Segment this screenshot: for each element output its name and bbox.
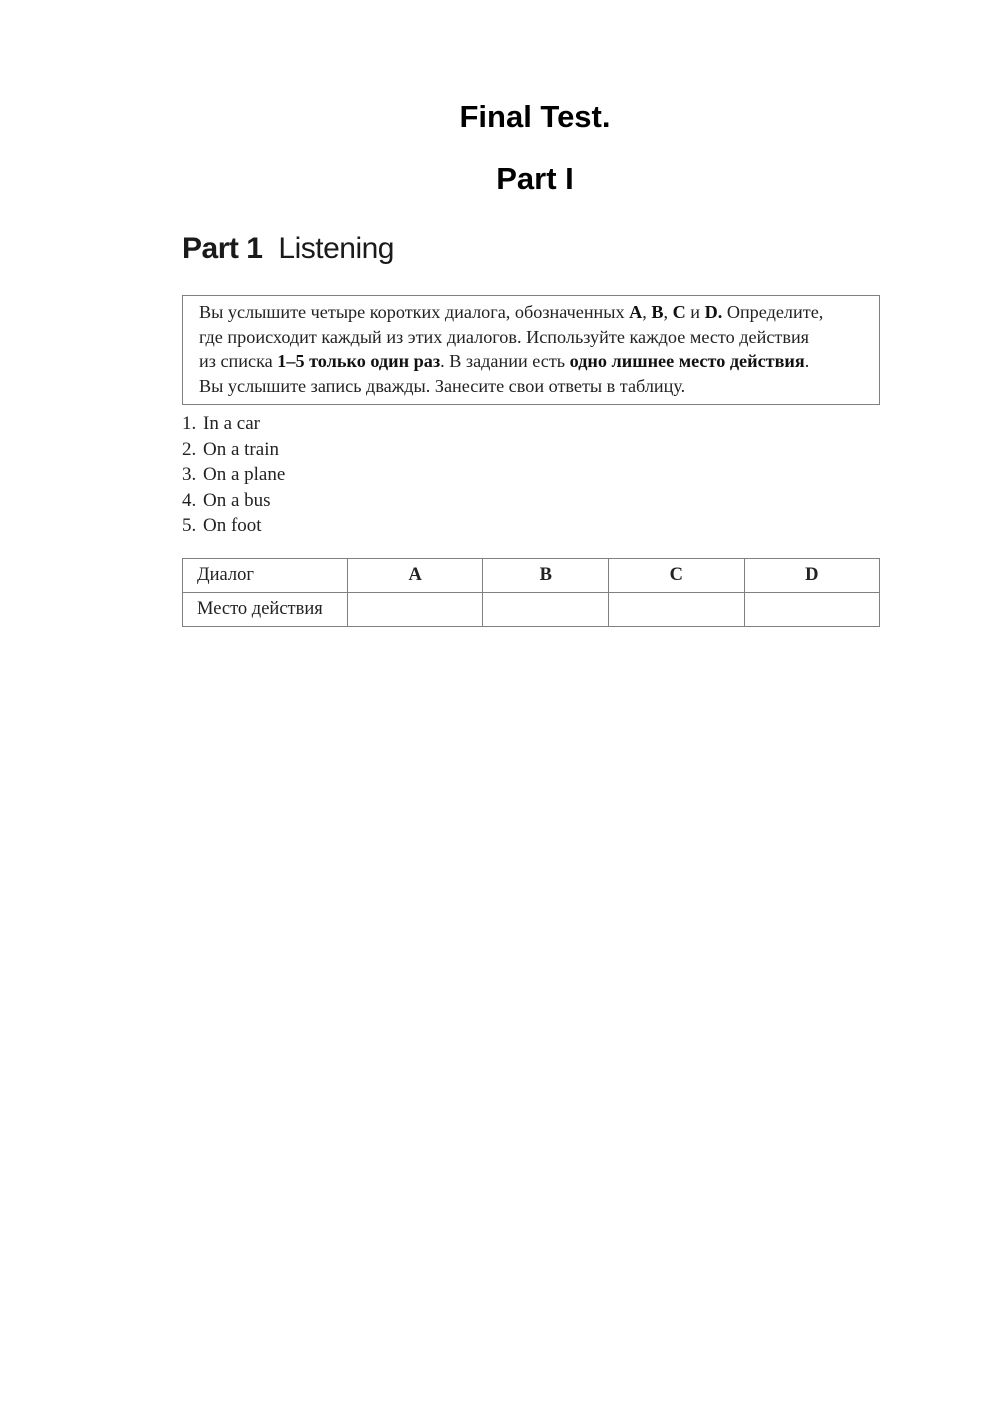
list-item: 4. On a bus bbox=[182, 489, 271, 511]
table-row-place bbox=[183, 593, 880, 627]
instructions-box bbox=[182, 295, 880, 405]
page-subtitle: Part I bbox=[496, 161, 574, 196]
instructions-line-4: Вы услышите запись дважды. Занесите свои ответы в таблицу. bbox=[199, 375, 686, 396]
row-header-dialog: Диалог bbox=[183, 559, 348, 593]
answer-cell-d[interactable] bbox=[744, 593, 879, 627]
instructions-line-3: из списка 1–5 только один раз. В задании есть одно лишнее место действия. bbox=[199, 351, 810, 371]
list-item: 3. On a plane bbox=[182, 464, 286, 486]
answer-cell-b[interactable] bbox=[483, 593, 609, 627]
section-heading bbox=[182, 232, 394, 266]
instructions-line-2: где происходит каждый из этих диалогов. Используйте каждое место действия bbox=[199, 326, 810, 347]
options-list bbox=[182, 411, 285, 539]
list-item: 5. On foot bbox=[182, 515, 262, 537]
instructions-line-1: Вы услышите четыре коротких диалога, обозначенных A, B, C и D. Определите, bbox=[199, 302, 824, 322]
answer-table bbox=[182, 558, 880, 627]
answer-cell-a[interactable] bbox=[348, 593, 483, 627]
column-a: A bbox=[348, 559, 483, 593]
answer-cell-c[interactable] bbox=[609, 593, 744, 627]
table-row-dialog bbox=[183, 559, 880, 593]
column-d: D bbox=[744, 559, 879, 593]
section-number: Part 1 bbox=[182, 232, 263, 265]
column-c: C bbox=[609, 559, 744, 593]
list-item: 1. In a car bbox=[182, 413, 260, 434]
row-header-place: Место действия bbox=[183, 593, 348, 627]
section-name: Listening bbox=[278, 232, 394, 265]
list-item: 2. On a train bbox=[182, 438, 279, 460]
page-title: Final Test. bbox=[459, 99, 611, 134]
column-b: B bbox=[483, 559, 609, 593]
